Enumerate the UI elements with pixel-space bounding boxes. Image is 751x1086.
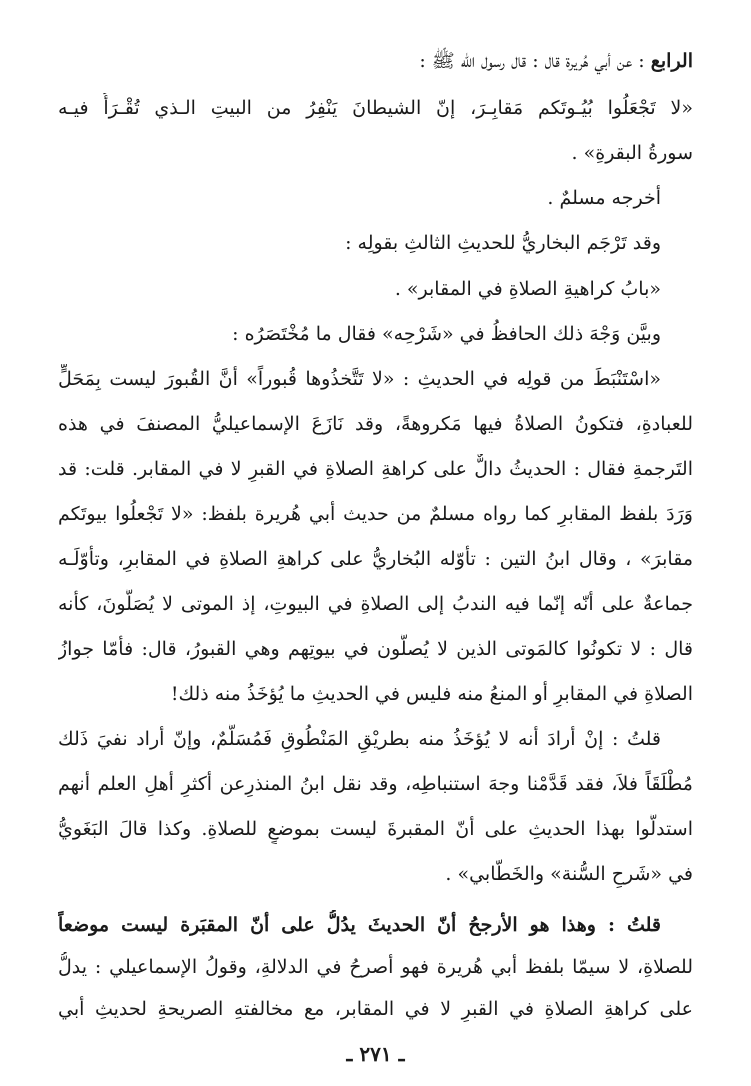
paragraph-8-line-2: للصلاةِ، لا سيمّا بلفظ أبي هُريرة فهو أصرحُ في الدلالةِ، وقولُ الإسماعيلي : يدلُّ bbox=[58, 956, 693, 978]
page-number: ـ ٢٧١ ـ bbox=[346, 1042, 405, 1066]
paragraph-7-line-3: استدلُّوا بهذا الحديثِ على أنّ المقبرةَ ليست بموضعٍ للصلاةِ. وكذا قالَ البَغَويُّ bbox=[58, 818, 693, 840]
paragraph-1-line-3: سورةُ البقرةِ» . bbox=[571, 142, 693, 164]
paragraph-2-line-1: أخرجه مسلمٌ . bbox=[547, 187, 661, 209]
paragraph-5-line-1: وبيَّن وَجْهَ ذلك الحافظُ في «شَرْحِه» فقال ما مُخْتَصَرُه : bbox=[232, 323, 661, 345]
quote-line-2: للعبادةِ، فتكونُ الصلاةُ فيها مَكروهةً، وقد نَازَعَ الإسماعيليُّ المصنفَ في هذه bbox=[58, 413, 693, 435]
quote-line-8: الصلاةِ في المقابرِ أو المنعُ منه فليس في الحديثِ ما يُؤخَذُ منه ذلك! bbox=[170, 683, 693, 705]
quote-line-7: قال : لا تكونُوا كالمَوتى الذين لا يُصلُّون في بيوتِهم وهي القبورُ، قال: فأمّا جوازُ bbox=[58, 638, 693, 660]
paragraph-heading: الرابع bbox=[650, 50, 693, 72]
paragraph-8-line-1: قلتُ : وهذا هو الأرجحُ أنّ الحديثَ يدُلُّ على أنّ المقبَرة ليست موضعاً bbox=[58, 914, 661, 936]
paragraph-1-line-2: «لا تَجْعَلُوا بُيُـوتَكم مَقابِـرَ، إنّ الشيطانَ يَنْفِرُ من البيتِ الـذي تُقْـرَأُ فيـه bbox=[58, 97, 693, 119]
paragraph-3-line-1: وقد تَرْجَم البخاريُّ للحديثِ الثالثِ بقولِه : bbox=[345, 232, 661, 254]
paragraph-7-line-4: في «شَرحِ السُّنة» والخَطّابي» . bbox=[445, 863, 693, 885]
quote-line-6: جماعةٌ على أنّه إنّما فيه الندبُ إلى الصلاةِ في البيوتِ، إذ الموتى لا يُصَلُّونَ، كأنه bbox=[58, 593, 693, 615]
paragraph-7-line-1: قلتُ : إنْ أرادَ أنه لا يُؤخَذُ منه بطريْقِ المَنْطُوقِ فَمُسَلَّمٌ، وإنّ أراد نفيَ ذَلك bbox=[58, 728, 661, 750]
paragraph-1-line-1-text: : عن أبي هُريرة قال : قال رسول الله ﷺ : bbox=[419, 50, 645, 72]
paragraph-1-line-1 bbox=[58, 46, 693, 76]
quote-line-5: مقابرَ» ، وقال ابنُ التين : تأوّله البُخاريُّ على كراهةِ الصلاةِ في المقابرِ، وتأوّلَـه bbox=[58, 548, 693, 570]
quote-line-4: وَرَدَ بلفظ المقابرِ كما رواه مسلمٌ من حديث أبي هُريرة بلفظ: «لا تَجْعلُوا بيوتَكم bbox=[58, 503, 693, 525]
paragraph-7-line-2: مُطْلَقَاً فلاَ، فقد قَدَّمْنا وجهَ استنباطِه، وقد نقل ابنُ المنذرِعن أكثرِ أهلِ العلم أنهم bbox=[58, 773, 693, 795]
paragraph-8-line-3: على كراهةِ الصلاةِ في القبرِ لا في المقابر، مع مخالفتهِ الصريحةِ لحديثِ أبي bbox=[58, 998, 693, 1020]
paragraph-4-line-1: «بابُ كراهيةِ الصلاةِ في المقابر» . bbox=[394, 278, 661, 300]
quote-line-3: التَرجمةِ فقال : الحديثُ دالٌّ على كراهةِ الصلاةِ في القبرِ لا في المقابر. قلت: قد bbox=[58, 458, 693, 480]
quote-line-1: «اسْتَنْبَطَ من قولِه في الحديثِ : «لا تَتَّخذُوها قُبوراً» أنَّ القُبورَ ليست بِمَحَلٍّ bbox=[58, 368, 661, 390]
